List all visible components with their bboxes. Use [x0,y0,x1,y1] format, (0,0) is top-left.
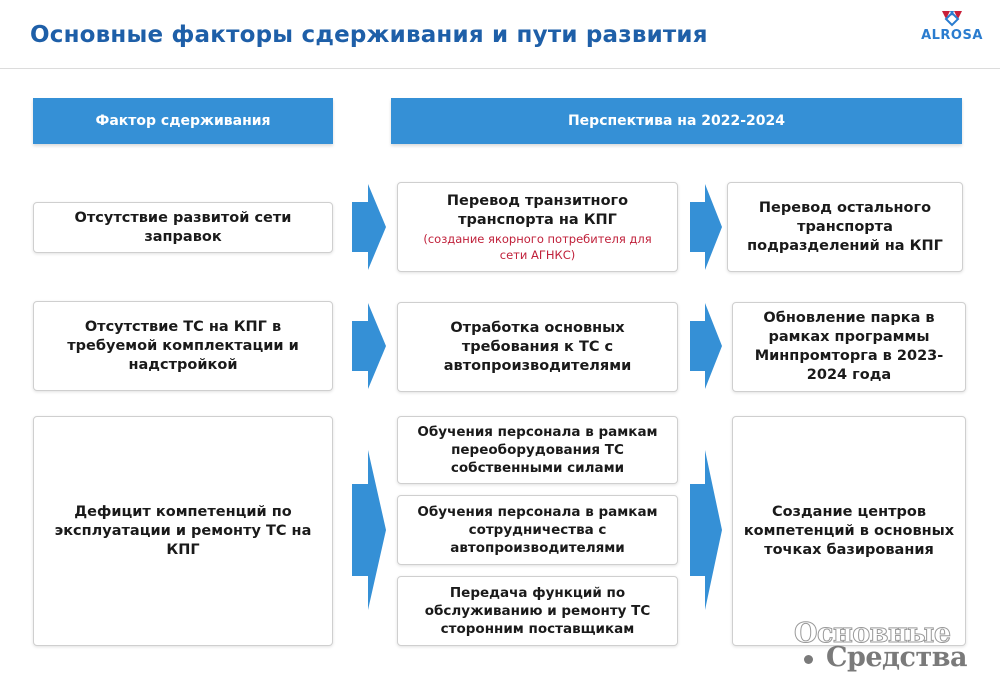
watermark-line2: Средства [826,642,967,673]
factor-box-1 [33,202,333,253]
arrow-right-icon [690,303,722,389]
factor-box-3 [33,416,333,646]
step1-text-2: Отработка основных требования к ТС с автопроизводителями [443,319,632,374]
factor-text-3: Дефицит компетенций по эксплуатации и ремонту ТС на КПГ [54,503,312,558]
factor-text-1: Отсутствие развитой сети заправок [74,209,292,245]
step2-text-3: Создание центров компетенций в основных точках базирования [743,503,955,558]
arrow-right-icon [352,184,386,270]
arrow-right-icon [690,450,722,610]
header-factor: Фактор сдерживания [33,98,333,144]
title-divider [0,68,1000,69]
step1-box-2 [397,302,678,392]
page-title: Основные факторы сдерживания и пути развития [30,22,708,48]
watermark [794,618,994,674]
header-perspective: Перспектива на 2022-2024 [391,98,962,144]
factor-box-2 [33,301,333,391]
arrow-right-icon [352,450,386,610]
step2-text-2: Обновление парка в рамках программы Минпромторга в 2023-2024 года [754,310,944,383]
step2-box-2 [732,302,966,392]
alrosa-logo-icon [912,8,992,30]
step1-note-1: (создание якорного потребителя для сети АГНКС) [423,231,652,262]
step1-text-3c: Передача функций по обслуживанию и ремонту ТС сторонним поставщикам [424,585,651,637]
arrow-right-icon [352,303,386,389]
arrow-right-icon [690,184,722,270]
factor-text-2: Отсутствие ТС на КПГ в требуемой комплектации и надстройкой [67,318,299,373]
step1-box-1 [397,182,678,272]
company-logo [912,8,992,48]
watermark-dot [804,655,813,664]
step2-text-1: Перевод остального транспорта подразделений на КПГ [747,199,943,254]
step1-box-3c [397,576,678,646]
step1-box-3a [397,416,678,484]
step1-text-3a: Обучения персонала в рамкам переоборудования ТС собственными силами [417,424,658,476]
logo-text: ALROSA [921,28,983,43]
watermark-line1: Основные [794,618,951,649]
step1-text-3b: Обучения персонала в рамкам сотрудничества с автопроизводителями [417,504,658,556]
step1-box-3b [397,495,678,565]
step2-box-1 [727,182,963,272]
step1-text-1: Перевод транзитного транспорта на КПГ [446,192,629,228]
step2-box-3 [732,416,966,646]
